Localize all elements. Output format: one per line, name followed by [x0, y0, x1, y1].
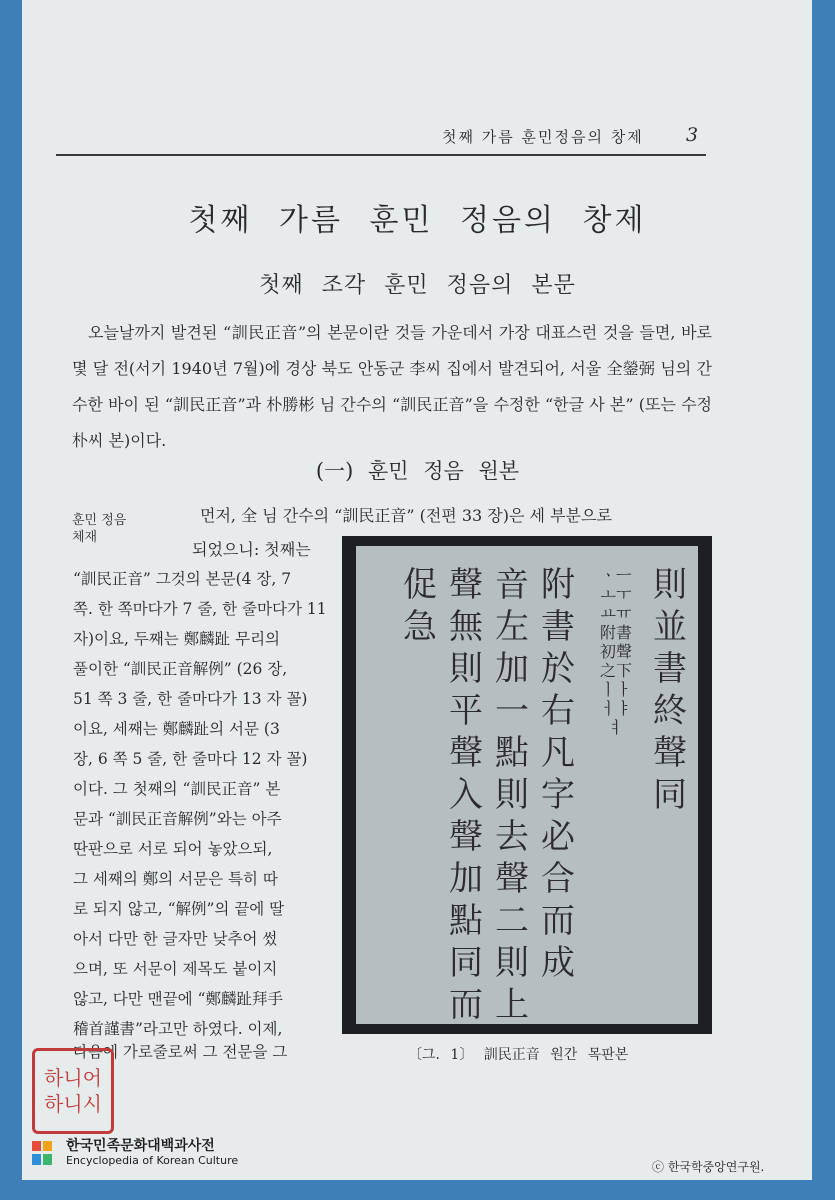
- copyright-notice: ⓒ 한국학중앙연구원.: [652, 1160, 765, 1174]
- body-line: 쪽. 한 쪽마다가 7 줄, 한 줄마다가 11: [73, 600, 327, 618]
- body-line: “訓民正音” 그것의 본문(4 장, 7: [73, 570, 292, 588]
- body-line: 아서 다만 한 글자만 낮추어 썼: [73, 930, 278, 948]
- body-line: 稽首謹書”라고만 하였다. 이제,: [73, 1020, 283, 1038]
- seal-line: 하니시: [44, 1092, 102, 1116]
- red-seal-stamp: [32, 1048, 114, 1134]
- body-lead-line-2: 되었으니: 첫째는: [192, 540, 311, 559]
- intro-text: 오늘날까지 발견된 “訓民正音”의 본문이란 것들 가운데서 가장 대표스런 것을 들면, 바로 몇 달 전(서기 1940년 7월)에 경상 북도 안동군 李씨 집에서 발견되어, 서울 全鎣弼 님의 간수한 바이 된 “訓民正音”과 朴勝彬 님 간수의 “訓民正音”을 수정한 “한글 사 본” (또는 수정 朴씨 본)이다.: [72, 323, 712, 450]
- woodblock-column: 促急: [403, 565, 437, 647]
- subsection-title: (一) 훈민 정음 원본: [315, 459, 520, 483]
- woodblock-column: ㆍㅡㅗㅜㅛㅠ附書初聲之下ㅣㅏㅓㅑㅕ: [599, 566, 632, 737]
- encyclopedia-logo: [30, 1138, 238, 1168]
- body-line: 문과 “訓民正音解例”와는 아주: [73, 810, 282, 828]
- woodblock-column: 聲無則平聲入聲加點同而: [449, 565, 483, 1025]
- body-column: [73, 564, 338, 1044]
- figure-caption: 〔그. 1〕 訓民正音 원간 목판본: [408, 1047, 629, 1063]
- chapter-title: 첫째 가름 훈민 정음의 창제: [188, 203, 647, 238]
- body-line: 으며, 또 서문이 제목도 붙이지: [73, 960, 278, 978]
- logo-mark-icon: [30, 1138, 60, 1168]
- woodblock-column: 附書於右凡字必合而成: [541, 565, 575, 983]
- body-line: 풀이한 “訓民正音解例” (26 장,: [73, 660, 288, 678]
- logo-english: Encyclopedia of Korean Culture: [66, 1154, 239, 1167]
- body-line: 않고, 다만 맨끝에 “鄭麟趾拜手: [73, 990, 283, 1008]
- body-line: 그 세째의 鄭의 서문은 특히 따: [73, 870, 278, 888]
- header-rule: [56, 154, 706, 156]
- seal-line: 하니어: [44, 1066, 102, 1090]
- running-title: 첫째 가름 훈민정음의 창제: [442, 128, 644, 146]
- woodblock-page: [356, 546, 698, 1024]
- body-line: 로 되지 않고, “解例”의 끝에 딸: [73, 900, 285, 918]
- section-title: 첫째 조각 훈민 정음의 본문: [259, 273, 576, 298]
- woodblock-column: 音左加一點則去聲二則上: [495, 565, 529, 1025]
- body-lead-line: 먼저, 全 님 간수의 “訓民正音” (전편 33 장)은 세 부분으로: [200, 506, 612, 525]
- body-line: 이다. 그 첫째의 “訓民正音” 본: [73, 780, 281, 798]
- intro-paragraph: [72, 315, 712, 459]
- body-line: 51 쪽 3 줄, 한 줄마다가 13 자 꼴): [73, 690, 308, 708]
- body-line: 장, 6 쪽 5 줄, 한 줄마다 12 자 꼴): [73, 750, 308, 768]
- logo-korean: 한국민족문화대백과사전: [66, 1138, 215, 1154]
- page-number: 3: [686, 124, 699, 146]
- body-line: 이요, 세째는 鄭麟趾의 서문 (3: [73, 720, 280, 738]
- body-line: 딴판으로 서로 되어 놓았으되,: [73, 840, 273, 858]
- woodblock-figure: [342, 536, 712, 1034]
- body-line: 자)이요, 두째는 鄭麟趾 무리의: [73, 630, 281, 648]
- woodblock-column: 則並書終聲同: [653, 565, 687, 815]
- margin-note: 훈민 정음 체재: [72, 513, 127, 545]
- body-last-line: 다음에 가로줄로써 그 전문을 그: [73, 1043, 288, 1061]
